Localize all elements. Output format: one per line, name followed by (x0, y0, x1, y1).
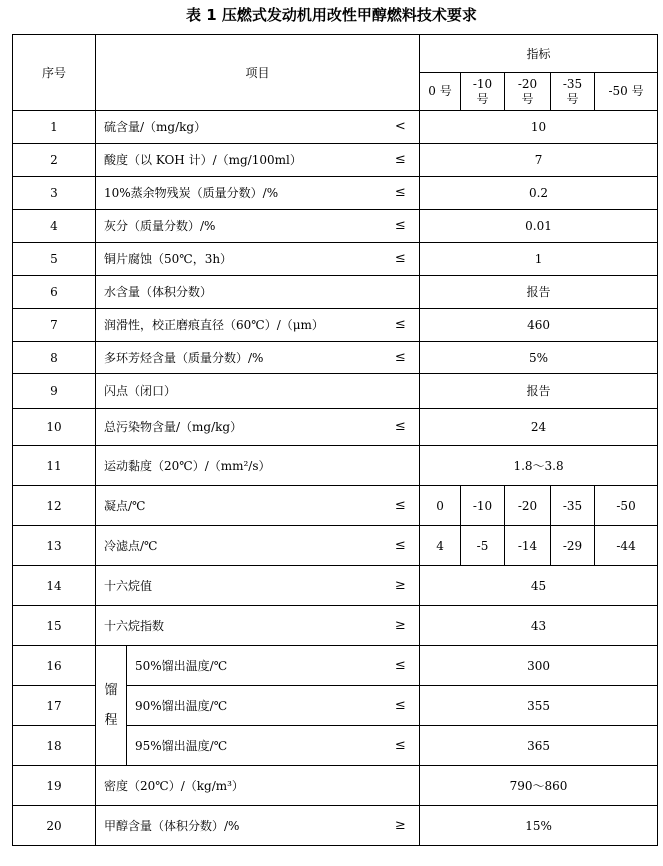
item-name: 润滑性，校正磨痕直径（60℃）/（μm） (96, 309, 382, 342)
header-seq: 序号 (13, 35, 96, 111)
item-name: 凝点/℃ (96, 486, 382, 526)
spec-value: 1.8～3.8 (420, 446, 658, 486)
spec-table (12, 34, 658, 846)
table-title: 表 1 压燃式发动机用改性甲醇燃料技术要求 (186, 6, 477, 24)
item-name: 十六烷值 (96, 566, 382, 606)
limit-symbol: ≤ (382, 144, 420, 177)
item-name: 十六烷指数 (96, 606, 382, 646)
spec-value: 43 (420, 606, 658, 646)
limit-symbol: ≤ (382, 177, 420, 210)
grade-value: -20 (505, 486, 551, 526)
spec-value: 15% (420, 806, 658, 846)
spec-value: 365 (420, 726, 658, 766)
row-number: 15 (13, 606, 96, 646)
header-item: 项目 (96, 35, 420, 111)
limit-symbol: ≤ (382, 726, 420, 766)
row-number: 4 (13, 210, 96, 243)
grade-value: -50 (595, 486, 658, 526)
item-name: 多环芳烃含量（质量分数）/% (96, 342, 382, 374)
spec-value: 300 (420, 646, 658, 686)
item-name: 水含量（体积分数） (96, 276, 382, 309)
row-number: 1 (13, 111, 96, 144)
item-name: 闪点（闭口） (96, 374, 382, 409)
row-number: 18 (13, 726, 96, 766)
item-name: 10%蒸余物残炭（质量分数）/% (96, 177, 382, 210)
grade-value: -10 (461, 486, 505, 526)
row-number: 17 (13, 686, 96, 726)
group-label-char: 程 (104, 712, 118, 728)
spec-value: 0.01 (420, 210, 658, 243)
item-name: 铜片腐蚀（50℃，3h） (96, 243, 382, 276)
row-number: 7 (13, 309, 96, 342)
limit-symbol: ≤ (382, 526, 420, 566)
row-number: 3 (13, 177, 96, 210)
grade-value: 4 (420, 526, 461, 566)
limit-symbol: ≥ (382, 606, 420, 646)
limit-symbol: ≤ (382, 210, 420, 243)
table-row (13, 526, 658, 566)
row-number: 10 (13, 409, 96, 446)
row-number: 14 (13, 566, 96, 606)
grade-value: -5 (461, 526, 505, 566)
spec-value: 报告 (420, 276, 658, 309)
spec-value: 24 (420, 409, 658, 446)
spec-value: 5% (420, 342, 658, 374)
item-name: 95%馏出温度/℃ (127, 726, 382, 766)
limit-symbol: ≤ (382, 309, 420, 342)
table-row (13, 409, 658, 446)
limit-symbol: ≤ (382, 243, 420, 276)
row-number: 11 (13, 446, 96, 486)
spec-value: 0.2 (420, 177, 658, 210)
spec-value: 10 (420, 111, 658, 144)
item-name: 运动黏度（20℃）/（mm²/s） (96, 446, 382, 486)
table-row (13, 566, 658, 606)
item-name: 硫含量/（mg/kg） (96, 111, 382, 144)
table-row (13, 276, 658, 309)
limit-symbol: ≤ (382, 409, 420, 446)
table-row (13, 210, 658, 243)
table-row (13, 606, 658, 646)
row-number: 20 (13, 806, 96, 846)
limit-symbol: ≤ (382, 486, 420, 526)
header-grade: -20 号 (505, 73, 551, 111)
limit-symbol: ≥ (382, 806, 420, 846)
limit-symbol (382, 766, 420, 806)
spec-value: 45 (420, 566, 658, 606)
table-row (13, 486, 658, 526)
row-number: 13 (13, 526, 96, 566)
item-name: 密度（20℃）/（kg/m³） (96, 766, 382, 806)
header-grade: -10 号 (461, 73, 505, 111)
table-row (13, 646, 658, 686)
table-row (13, 309, 658, 342)
table-row (13, 111, 658, 144)
table-row (13, 374, 658, 409)
limit-symbol: ≤ (382, 686, 420, 726)
spec-value: 790～860 (420, 766, 658, 806)
group-label-char: 馏 (104, 682, 118, 698)
group-label-distillation (96, 646, 127, 766)
grade-value: 0 (420, 486, 461, 526)
row-number: 2 (13, 144, 96, 177)
row-number: 5 (13, 243, 96, 276)
item-name: 灰分（质量分数）/% (96, 210, 382, 243)
table-row (13, 342, 658, 374)
row-number: 19 (13, 766, 96, 806)
spec-value: 1 (420, 243, 658, 276)
limit-symbol (382, 446, 420, 486)
table-row (13, 446, 658, 486)
grade-value: -29 (551, 526, 595, 566)
limit-symbol: ≤ (382, 342, 420, 374)
table-row (13, 243, 658, 276)
limit-symbol (382, 374, 420, 409)
table-row (13, 766, 658, 806)
row-number: 8 (13, 342, 96, 374)
table-row (13, 177, 658, 210)
header-indicator: 指标 (420, 35, 658, 73)
grade-value: -44 (595, 526, 658, 566)
limit-symbol (382, 276, 420, 309)
row-number: 12 (13, 486, 96, 526)
grade-value: -14 (505, 526, 551, 566)
item-name: 冷滤点/℃ (96, 526, 382, 566)
grade-value: -35 (551, 486, 595, 526)
limit-symbol: ≤ (382, 646, 420, 686)
limit-symbol: ≥ (382, 566, 420, 606)
spec-value: 355 (420, 686, 658, 726)
item-name: 50%馏出温度/℃ (127, 646, 382, 686)
header-grade: -35 号 (551, 73, 595, 111)
item-name: 酸度（以 KOH 计）/（mg/100ml） (96, 144, 382, 177)
row-number: 16 (13, 646, 96, 686)
spec-value: 460 (420, 309, 658, 342)
table-row (13, 144, 658, 177)
row-number: 9 (13, 374, 96, 409)
item-name: 90%馏出温度/℃ (127, 686, 382, 726)
table-row (13, 806, 658, 846)
header-grade: -50 号 (595, 73, 658, 111)
spec-value: 7 (420, 144, 658, 177)
item-name: 总污染物含量/（mg/kg） (96, 409, 382, 446)
item-name: 甲醇含量（体积分数）/% (96, 806, 382, 846)
row-number: 6 (13, 276, 96, 309)
header-grade: 0 号 (420, 73, 461, 111)
spec-value: 报告 (420, 374, 658, 409)
limit-symbol: < (382, 111, 420, 144)
